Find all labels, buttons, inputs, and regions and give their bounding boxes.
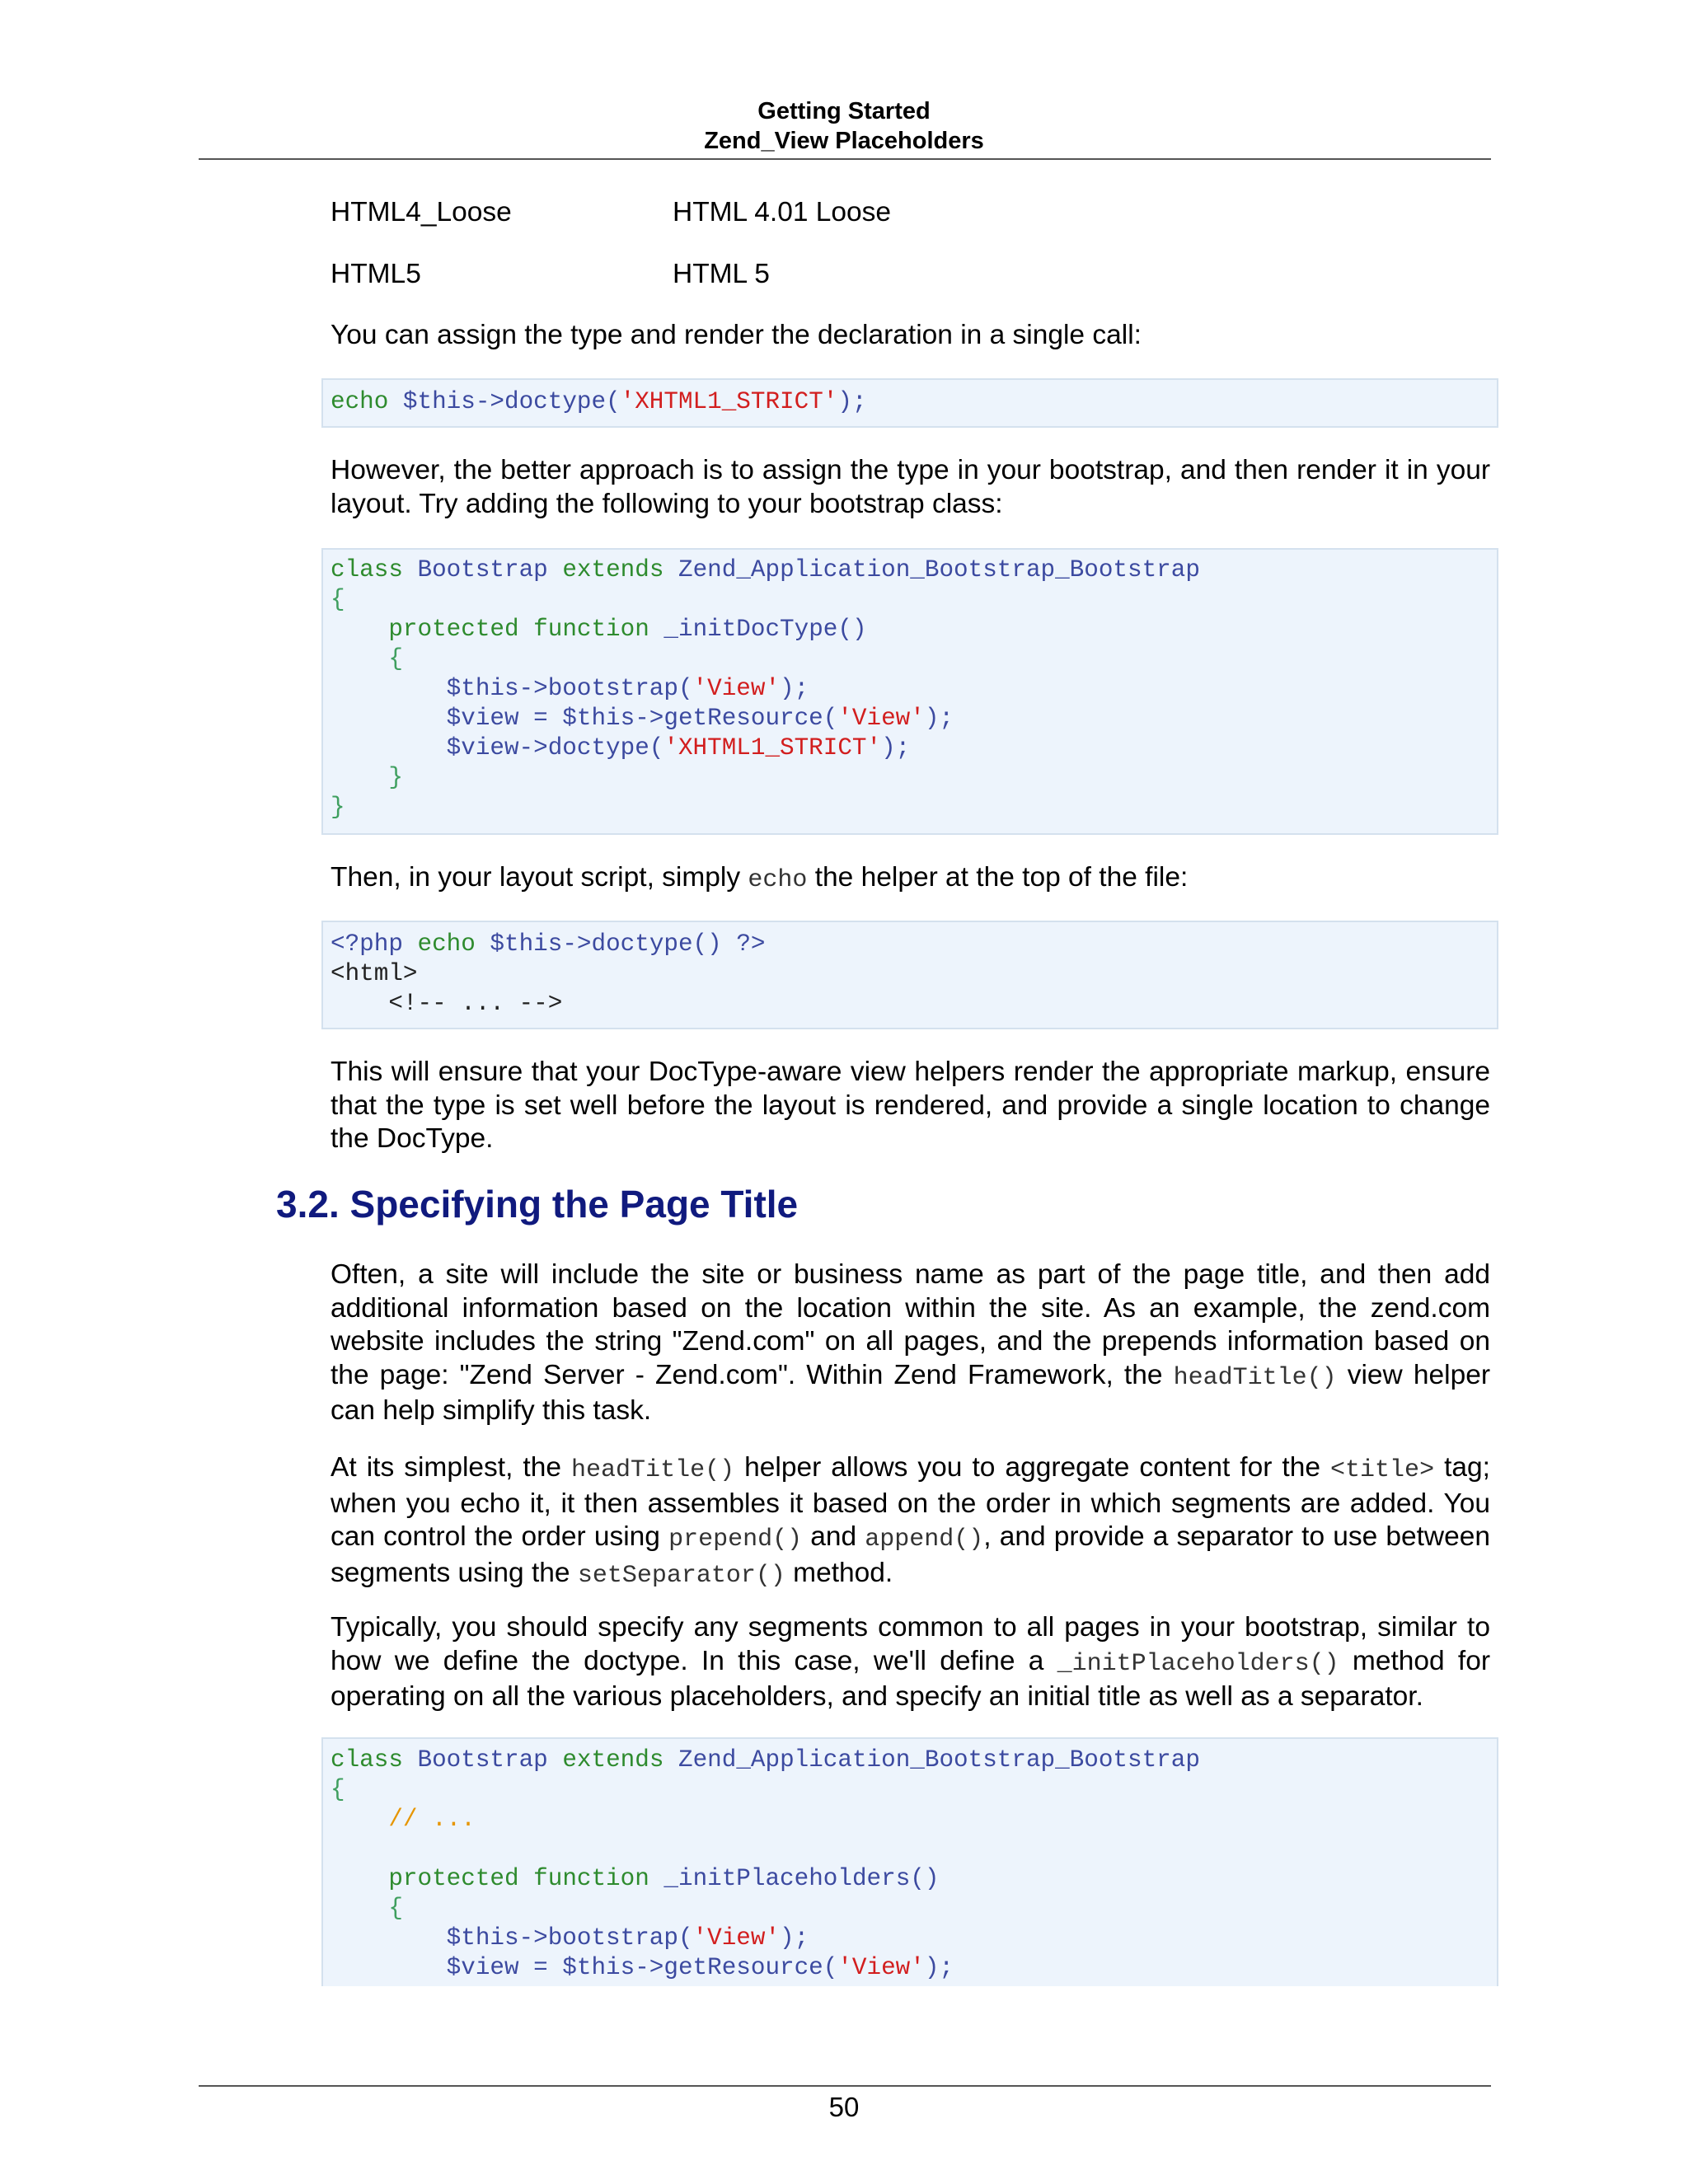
paragraph-simplest: At its simplest, the headTitle() helper allows you to aggregate content for the <title> tag; when you echo it, it then assembles it based on the order in which segments are added. You can control the order using prepend() and append(), and provide a separator to use between segments using the setSeparator() method. bbox=[331, 1452, 1490, 1590]
code-listing-1: echo $this->doctype('XHTML1_STRICT'); bbox=[331, 388, 867, 415]
paragraph-often: Often, a site will include the site or business name as part of the page title, and then add additional information based on the location within the site. As an example, the zend.com website includes the string "Zend.com" on all pages, and the prepends information based on the page: "Zend Server - Zend.com". Within Zend Framework, the headTitle() view helper can help simplify this task. bbox=[331, 1259, 1490, 1426]
header-rule bbox=[199, 158, 1491, 160]
header-chapter: Getting Started bbox=[757, 98, 931, 124]
paragraph-assign-single-call: You can assign the type and render the declaration in a single call: bbox=[331, 320, 1142, 350]
table-cell-description: HTML 4.01 Loose bbox=[673, 197, 892, 227]
code-listing-2: class Bootstrap extends Zend_Application_Bootstrap_Bootstrap { protected function _initDocType() { $this->bootstrap('View'); $view = $this->getResource('View'); $view->doctype('XHTML1_STRICT'); } } bbox=[331, 556, 1200, 821]
paragraph-typically: Typically, you should specify any segments common to all pages in your bootstrap, similar to how we define the doctype. In this case, we'll define a _initPlaceholders() method for operating on all the various placeholders, and specify an initial title as well as a separator. bbox=[331, 1612, 1490, 1712]
table-cell-description: HTML 5 bbox=[673, 259, 770, 289]
table-cell-constant: HTML4_Loose bbox=[331, 197, 512, 227]
paragraph-layout-intro: Then, in your layout script, simply echo the helper at the top of the file: bbox=[331, 862, 1189, 894]
paragraph-ensure: This will ensure that your DocType-aware view helpers render the appropriate markup, ensure that the type is set well before the layout is rendered, and provide a single location to change the DocType. bbox=[331, 1057, 1490, 1154]
code-listing-4: class Bootstrap extends Zend_Application_Bootstrap_Bootstrap { // ... protected function _initPlaceholders() { $this->bootstrap('View'); $view = $this->getResource('View'); bbox=[331, 1746, 1200, 1981]
page-number: 50 bbox=[828, 2092, 860, 2122]
section-heading: 3.2. Specifying the Page Title bbox=[276, 1183, 799, 1226]
paragraph-better-approach: However, the better approach is to assign the type in your bootstrap, and then render it in your layout. Try adding the following to your bootstrap class: bbox=[331, 455, 1490, 519]
code-listing-3: <?php echo $this->doctype() ?> <html> <!-- ... --> bbox=[331, 930, 766, 1017]
header-section: Zend_View Placeholders bbox=[704, 128, 984, 154]
footer-rule bbox=[199, 2085, 1491, 2087]
table-cell-constant: HTML5 bbox=[331, 259, 421, 289]
